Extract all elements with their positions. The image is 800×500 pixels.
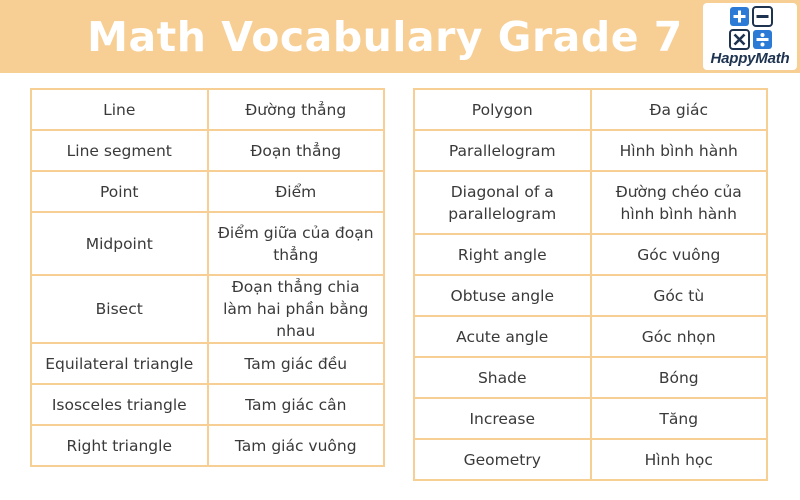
vietnamese-term: Đường chéo của hình bình hành: [591, 171, 768, 234]
english-term: Right triangle: [31, 425, 208, 466]
table-row: [414, 357, 767, 398]
english-term: Acute angle: [414, 316, 591, 357]
page-title: Math Vocabulary Grade 7: [87, 12, 683, 61]
table-row: [31, 275, 384, 343]
table-row: [31, 212, 384, 275]
vietnamese-term: Đường thẳng: [208, 89, 385, 130]
vietnamese-term: Đoạn thẳng: [208, 130, 385, 171]
english-term: Shade: [414, 357, 591, 398]
vietnamese-term: Đoạn thẳng chia làm hai phần bằng nhau: [208, 275, 385, 343]
logo-text: HappyMath: [710, 50, 790, 67]
table-row: [414, 439, 767, 480]
table-row: [31, 343, 384, 384]
table-row: [414, 130, 767, 171]
table-row: [414, 234, 767, 275]
english-term: Bisect: [31, 275, 208, 343]
vietnamese-term: Góc vuông: [591, 234, 768, 275]
table-row: [414, 275, 767, 316]
vietnamese-term: Tam giác cân: [208, 384, 385, 425]
table-row: [414, 171, 767, 234]
vietnamese-term: Điểm: [208, 171, 385, 212]
english-term: Equilateral triangle: [31, 343, 208, 384]
table-row: [31, 89, 384, 130]
english-term: Midpoint: [31, 212, 208, 275]
english-term: Polygon: [414, 89, 591, 130]
header-banner: [0, 0, 800, 73]
vocabulary-table-right: [413, 88, 768, 481]
english-term: Right angle: [414, 234, 591, 275]
english-term: Diagonal of a parallelogram: [414, 171, 591, 234]
vietnamese-term: Tăng: [591, 398, 768, 439]
english-term: Geometry: [414, 439, 591, 480]
english-term: Increase: [414, 398, 591, 439]
table-row: [414, 398, 767, 439]
table-row: [31, 171, 384, 212]
english-term: Obtuse angle: [414, 275, 591, 316]
table-row: [31, 384, 384, 425]
vietnamese-term: Tam giác vuông: [208, 425, 385, 466]
english-term: Point: [31, 171, 208, 212]
table-row: [414, 316, 767, 357]
vietnamese-term: Điểm giữa của đoạn thẳng: [208, 212, 385, 275]
table-row: [414, 89, 767, 130]
vietnamese-term: Góc tù: [591, 275, 768, 316]
vietnamese-term: Tam giác đều: [208, 343, 385, 384]
vocabulary-table-left: [30, 88, 385, 467]
english-term: Parallelogram: [414, 130, 591, 171]
table-row: [31, 425, 384, 466]
vietnamese-term: Đa giác: [591, 89, 768, 130]
vietnamese-term: Góc nhọn: [591, 316, 768, 357]
vietnamese-term: Hình học: [591, 439, 768, 480]
english-term: Line segment: [31, 130, 208, 171]
table-row: [31, 130, 384, 171]
vietnamese-term: Bóng: [591, 357, 768, 398]
english-term: Isosceles triangle: [31, 384, 208, 425]
calculator-logo-icon: [729, 6, 773, 50]
english-term: Line: [31, 89, 208, 130]
happymath-logo: [703, 3, 797, 70]
vietnamese-term: Hình bình hành: [591, 130, 768, 171]
